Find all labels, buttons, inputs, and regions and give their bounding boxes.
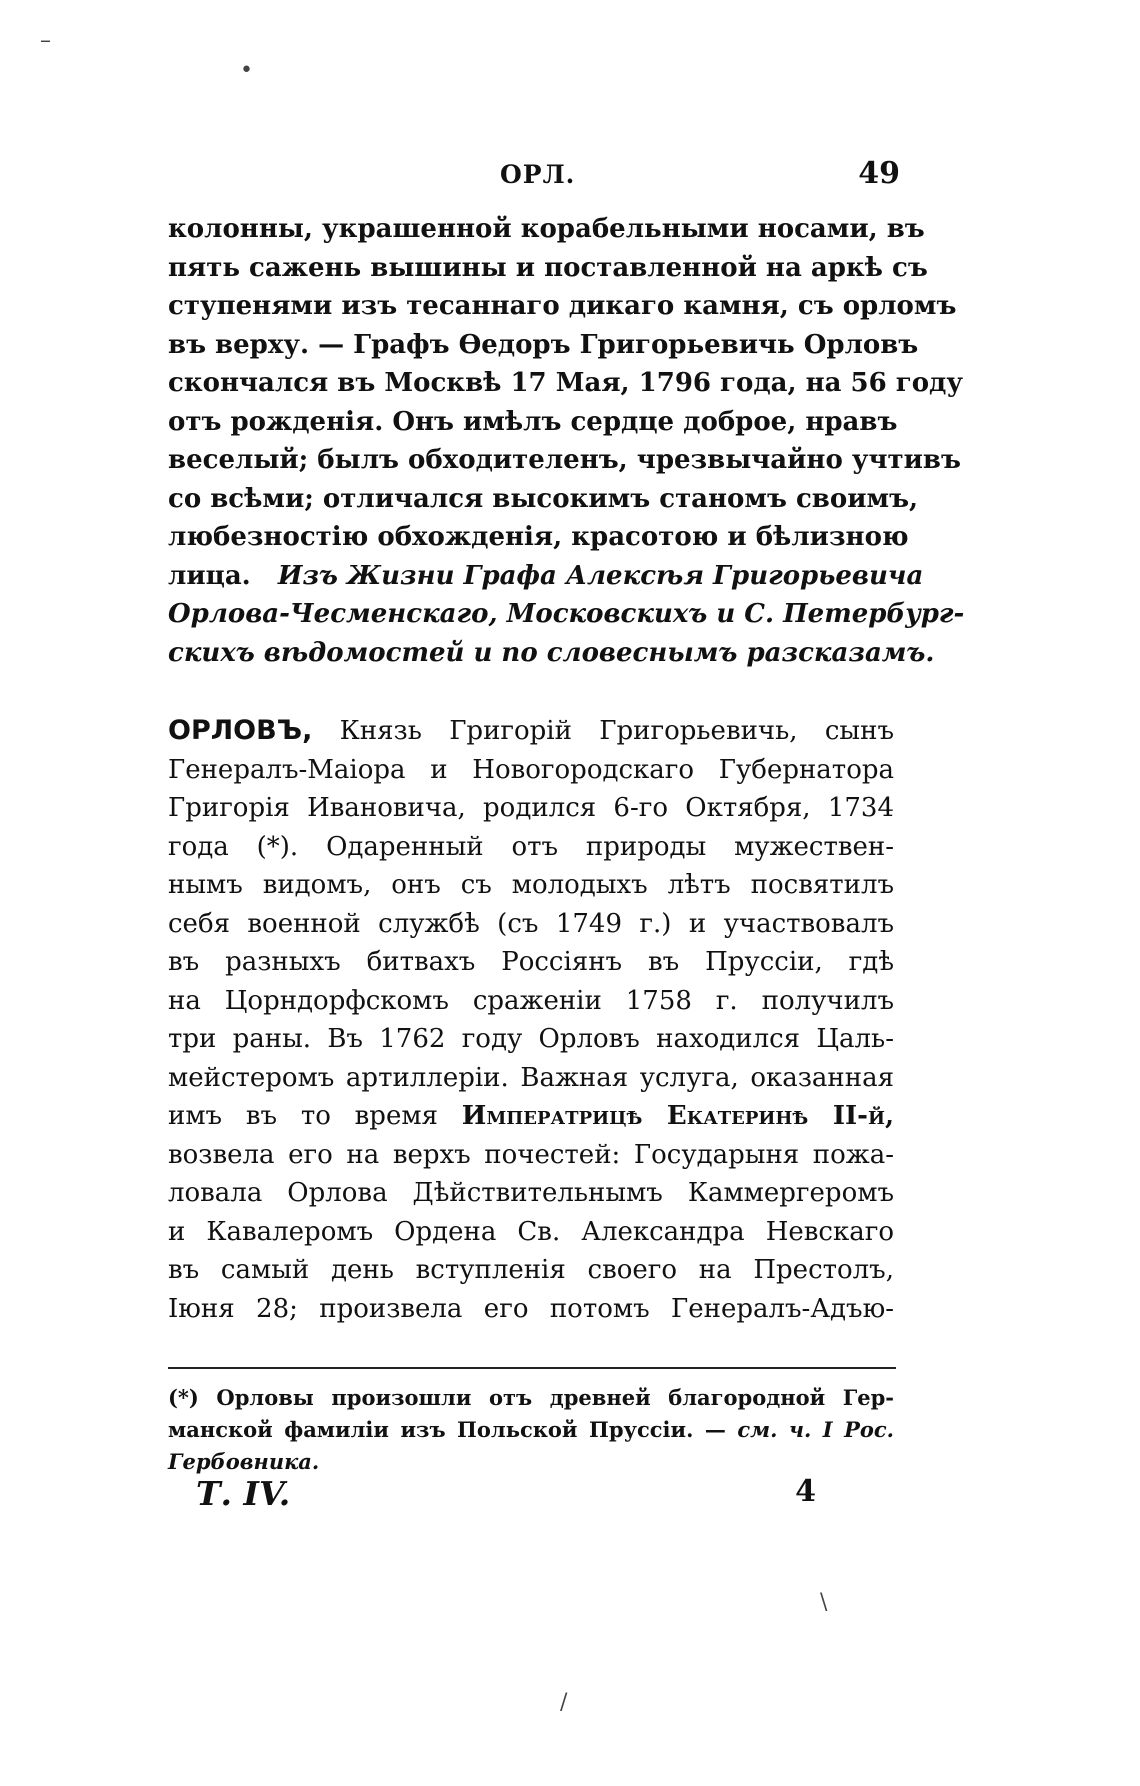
- footnote-rule: [168, 1367, 896, 1369]
- text-line: нымъ видомъ, онъ съ молодыхъ лѣтъ посвятилъ: [168, 870, 894, 900]
- footnote-reference: см. ч. I Рос.: [737, 1417, 894, 1442]
- text-line: на Цорндорфскомъ сраженіи 1758 г. получилъ: [168, 985, 894, 1016]
- text-line: въ самый день вступленія своего на Престолъ,: [168, 1255, 894, 1285]
- text-fragment: Князь Григорій Григорьевичь, сынъ: [339, 716, 894, 746]
- text-line: Григорія Ивановича, родился 6-го Октября, 1734: [168, 793, 894, 823]
- sheet-mark: 4: [795, 1474, 816, 1509]
- text-line: любезностію обхожденія, красотою и бѣлизною: [168, 522, 909, 552]
- page-number: 49: [858, 156, 900, 191]
- scan-speck: •: [240, 58, 253, 83]
- continuation-paragraph: [168, 210, 965, 672]
- source-citation-line: скихъ вѣдомостей и по словеснымъ разсказамъ.: [168, 637, 935, 668]
- text-fragment: лица.: [168, 560, 251, 591]
- text-line: ступенями изъ тесаннаго дикаго камня, съ орломъ: [168, 291, 957, 321]
- volume-mark: Т. IV.: [196, 1474, 291, 1513]
- article-first-line: [168, 712, 894, 751]
- footnote: [168, 1382, 894, 1478]
- text-line: года (*). Одаренный отъ природы мужествен-: [168, 831, 894, 862]
- text-line: въ разныхъ битвахъ Россіянъ въ Пруссіи, гдѣ: [168, 947, 894, 977]
- footnote-reference: Гербовника.: [168, 1449, 320, 1474]
- text-line: со всѣми; отличался высокимъ станомъ своимъ,: [168, 483, 919, 514]
- source-citation: Изъ Жизни Графа Алексѣя Григорьевича: [277, 560, 924, 591]
- page-header: [160, 156, 900, 200]
- article-orlov-grigory: [168, 712, 894, 1328]
- running-head: ОРЛ.: [500, 160, 576, 189]
- text-line: отъ рожденія. Онъ имѣлъ сердце доброе, нравъ: [168, 406, 898, 437]
- text-line: колонны, украшенной корабельными носами, въ: [168, 214, 925, 244]
- text-line: возвела его на верхъ почестей: Государыня пожа-: [168, 1139, 894, 1170]
- footnote-line: (*) Орловы произошли отъ древней благородной Гер-: [168, 1385, 894, 1410]
- text-fragment: имъ въ то время: [168, 1101, 438, 1131]
- text-line: [168, 1097, 894, 1136]
- empress-name: Императрицѣ Екатеринѣ II-й,: [461, 1101, 895, 1131]
- text-line: Генералъ-Маіора и Новогородскаго Губернатора: [168, 754, 894, 785]
- text-line: [168, 557, 924, 596]
- scan-speck: –: [40, 28, 51, 53]
- scan-speck: \: [820, 1590, 828, 1615]
- text-line: ловала Орлова Дѣйствительнымъ Каммергеромъ: [168, 1178, 894, 1208]
- text-line: веселый; былъ обходителенъ, чрезвычайно учтивъ: [168, 445, 961, 475]
- scan-speck: /: [560, 1690, 568, 1715]
- text-line: мейстеромъ артиллеріи. Важная услуга, оказанная: [168, 1062, 894, 1093]
- text-line: себя военной службѣ (съ 1749 г.) и участвовалъ: [168, 908, 894, 939]
- footnote-line: [168, 1414, 894, 1446]
- source-citation-line: Орлова-Чесменскаго, Московскихъ и С. Петербург-: [168, 599, 965, 629]
- article-headword: ОРЛОВЪ,: [168, 715, 313, 746]
- text-line: и Кавалеромъ Ордена Св. Александра Невскаго: [168, 1216, 894, 1247]
- text-line: Іюня 28; произвела его потомъ Генералъ-Адъю-: [168, 1293, 894, 1324]
- text-line: въ верху. — Графъ Ѳедоръ Григорьевичь Орловъ: [168, 329, 919, 360]
- text-line: скончался въ Москвѣ 17 Мая, 1796 года, на 56 году: [168, 368, 964, 398]
- printer-signature: [196, 1474, 816, 1514]
- text-line: пять сажень вышины и поставленной на аркѣ съ: [168, 252, 928, 283]
- text-fragment: манской фамиліи изъ Польской Пруссіи. —: [168, 1417, 726, 1442]
- text-line: три раны. Въ 1762 году Орловъ находился Цаль-: [168, 1024, 894, 1054]
